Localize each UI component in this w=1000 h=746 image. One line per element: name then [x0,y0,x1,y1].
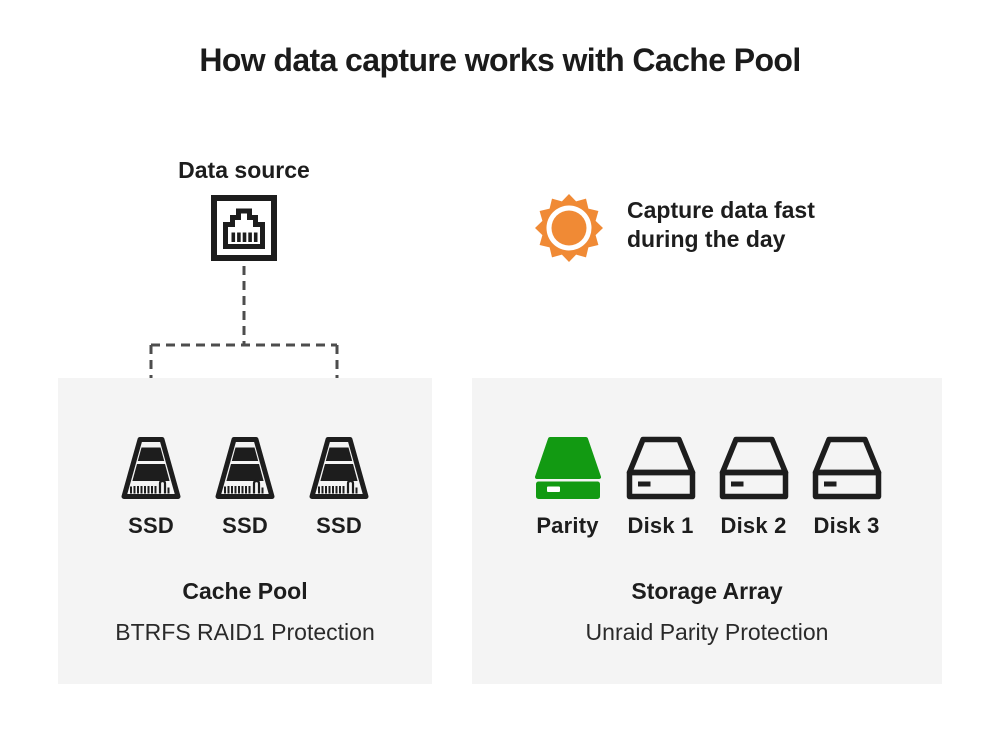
disk-drive-icon [812,436,882,500]
drive-label: Parity [536,513,599,538]
cache-pool-drives [58,436,432,539]
ssd-icon [307,436,371,500]
sun-icon [534,193,604,263]
drive-label: Disk 2 [720,513,787,538]
storage-array-caption [472,578,942,646]
capture-note-line1: Capture data fast [627,197,815,223]
drive-label: SSD [316,513,362,538]
storage-array-drives [472,436,942,539]
drive-label: Disk 1 [627,513,694,538]
drive-label: SSD [222,513,268,538]
ssd-icon [213,436,277,500]
capture-note-line2: during the day [627,225,786,252]
capture-note-text [627,193,815,253]
cache-pool-caption [58,578,432,646]
storage-array-subtitle: Unraid Parity Protection [585,619,829,645]
storage-array-title: Storage Array [631,578,783,604]
ssd-drive [213,436,277,539]
drive-label: SSD [128,513,174,538]
ethernet-port-icon [210,194,278,262]
capture-note [534,193,815,263]
ssd-drive [119,436,183,539]
drive-label: Disk 3 [813,513,880,538]
data-drive [812,436,882,539]
storage-array-panel [472,378,942,684]
data-source-label: Data source [178,157,310,183]
cache-pool-panel [58,378,432,684]
data-drive [626,436,696,539]
parity-drive-icon [533,436,603,500]
disk-drive-icon [719,436,789,500]
cache-pool-title: Cache Pool [182,578,308,604]
ssd-drive [307,436,371,539]
parity-drive [533,436,603,539]
ssd-icon [119,436,183,500]
diagram-title: How data capture works with Cache Pool [199,42,801,78]
data-drive [719,436,789,539]
disk-drive-icon [626,436,696,500]
cache-pool-subtitle: BTRFS RAID1 Protection [115,619,375,645]
